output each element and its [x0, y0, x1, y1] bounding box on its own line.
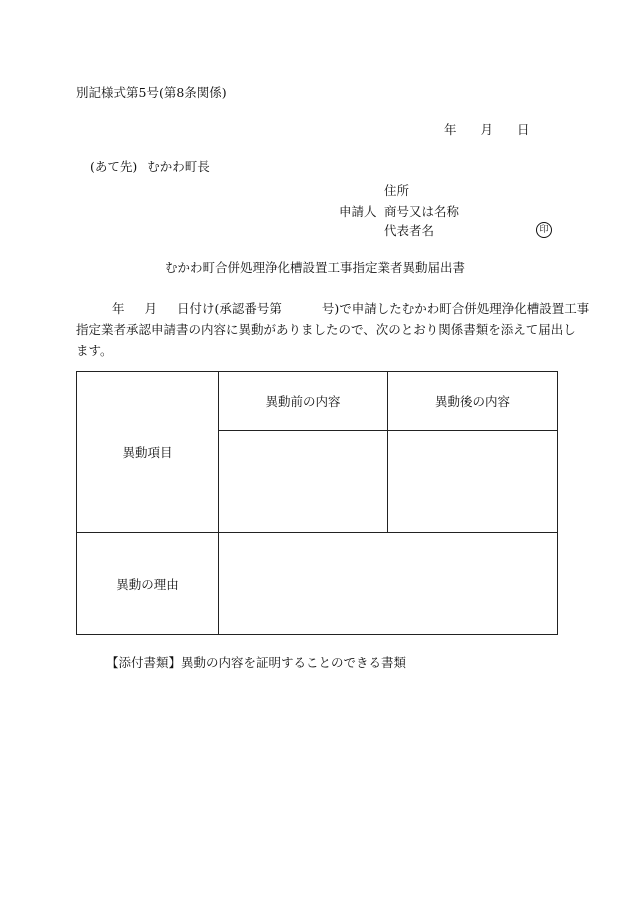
change-reason-cell[interactable]: [219, 533, 558, 635]
body-line1-rest: 号)で申請したむかわ町合併処理浄化槽設置工事: [321, 301, 590, 316]
body-paragraph: [76, 298, 590, 361]
body-line-3: ます。: [76, 343, 113, 358]
form-number: 別記様式第5号(第8条関係): [76, 85, 227, 100]
document-title: むかわ町合併処理浄化槽設置工事指定業者異動届出書: [164, 260, 465, 275]
addressee-prefix: (あて先): [90, 159, 138, 174]
attachment-text: 異動の内容を証明することのできる書類: [181, 655, 407, 670]
date-line: [444, 124, 530, 137]
after-content-cell[interactable]: [388, 431, 558, 533]
change-table: [76, 371, 558, 635]
before-content-header: 異動前の内容: [219, 372, 388, 431]
date-day-label: 日: [517, 122, 530, 137]
body-date: 日付け(承認番号第: [177, 301, 282, 316]
addressee-name: むかわ町長: [147, 159, 210, 174]
attachment-label: 【添付書類】: [106, 655, 182, 670]
body-month: 月: [144, 301, 158, 316]
body-year: 年: [112, 301, 125, 316]
addressee: [90, 161, 210, 174]
body-line-1: [76, 298, 590, 319]
body-line-2: 指定業者承認申請書の内容に異動がありましたので、次のとおり関係書類を添えて届出し: [76, 322, 576, 337]
seal-mark: 印: [536, 222, 552, 238]
date-month-label: 月: [480, 122, 494, 137]
attachment-note: [106, 657, 406, 670]
applicant-address-label: 住所: [384, 183, 410, 198]
date-year-label: 年: [444, 122, 457, 137]
change-reason-header: 異動の理由: [77, 533, 219, 635]
applicant-representative-label: 代表者名: [384, 223, 435, 238]
after-content-header: 異動後の内容: [388, 372, 558, 431]
before-content-cell[interactable]: [219, 431, 388, 533]
change-item-header: 異動項目: [77, 372, 219, 533]
applicant-name-label: 商号又は名称: [384, 204, 460, 219]
applicant-label: 申請人: [339, 204, 377, 219]
